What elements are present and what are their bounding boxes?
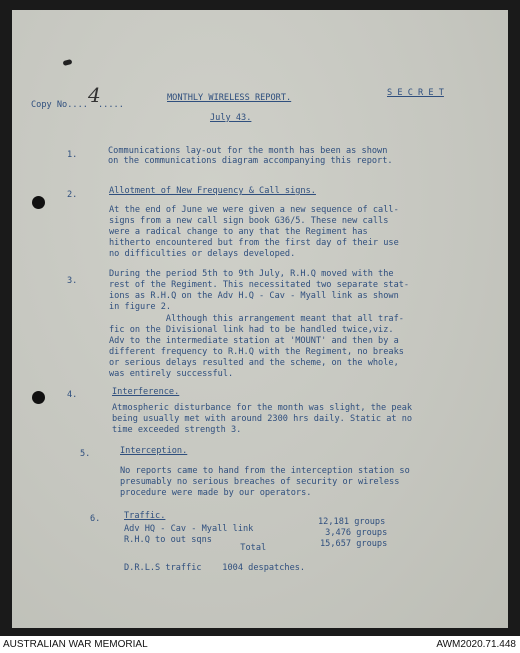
section-3-line-3: ions as R.H.Q on the Adv H.Q - Cav - Myall link as shown — [109, 291, 399, 301]
section-2-line-4: hitherto encountered but from the first day of their use — [109, 238, 399, 248]
section-6-number: 6. — [90, 514, 101, 524]
section-5-number: 5. — [80, 449, 91, 459]
section-5-line-2: presumably no serious breaches of security or wireless — [120, 477, 400, 487]
section-4-line-2: being usually met with around 2300 hrs daily. Static at no — [112, 414, 413, 424]
drls-traffic-line: D.R.L.S traffic 1004 despatches. — [124, 563, 306, 573]
copy-number-dots: ..... — [98, 100, 124, 110]
section-4-number: 4. — [67, 390, 78, 400]
section-3-line-10: was entirely successful. — [109, 369, 234, 379]
section-2-heading: Allotment of New Frequency & Call signs. — [109, 186, 316, 196]
traffic-row-label: R.H.Q to out sqns — [124, 535, 212, 545]
document-page — [12, 10, 508, 628]
section-2-line-3: were a radical change to any that the Regiment has — [109, 227, 368, 237]
section-5-heading: Interception. — [120, 446, 188, 456]
traffic-row-label: Adv HQ - Cav - Myall link — [124, 524, 254, 534]
traffic-total-value: 15,657 groups — [320, 539, 388, 549]
report-month: July 43. — [210, 113, 252, 123]
section-4-line-1: Atmospheric disturbance for the month was slight, the peak — [112, 403, 413, 413]
archive-footer — [0, 636, 520, 653]
section-1-line-2: on the communications diagram accompanying this report. — [108, 156, 393, 166]
section-2-line-5: no difficulties or delays developed. — [109, 249, 296, 259]
punch-hole-bottom — [32, 391, 45, 404]
section-2-number: 2. — [67, 190, 78, 200]
classification-stamp: S E C R E T — [387, 88, 444, 98]
section-6-heading: Traffic. — [124, 511, 166, 521]
copy-number-handwritten: 4 — [88, 83, 101, 107]
section-3-line-9: or serious delays resulted and the scheme, on the whole, — [109, 358, 399, 368]
section-5-line-1: No reports came to hand from the interception station so — [120, 466, 410, 476]
report-title: MONTHLY WIRELESS REPORT. — [167, 93, 292, 103]
section-3-line-1: During the period 5th to 9th July, R.H.Q moved with the — [109, 269, 394, 279]
traffic-row-value: 3,476 groups — [320, 528, 388, 538]
section-5-line-3: procedure were made by our operators. — [120, 488, 312, 498]
footer-accession-number: AWM2020.71.448 — [436, 639, 516, 650]
ink-mark — [63, 59, 73, 66]
section-1-line-1: Communications lay-out for the month has been as shown — [108, 146, 388, 156]
traffic-total-label: Total — [142, 543, 267, 553]
section-1-number: 1. — [67, 150, 78, 160]
punch-hole-top — [32, 196, 45, 209]
section-3-line-5: Although this arrangement meant that all traf- — [109, 314, 404, 324]
section-3-number: 3. — [67, 276, 78, 286]
section-4-line-3: time exceeded strength 3. — [112, 425, 242, 435]
section-4-heading: Interference. — [112, 387, 180, 397]
section-2-line-2: signs from a new call sign book G36/5. These new calls — [109, 216, 389, 226]
section-3-line-6: fic on the Divisional link had to be handled twice,viz. — [109, 325, 394, 335]
copy-number-label: Copy No.... — [31, 100, 88, 110]
section-3-line-2: rest of the Regiment. This necessitated two separate stat- — [109, 280, 410, 290]
section-3-line-7: Adv to the intermediate station at 'MOUNT' and then by a — [109, 336, 399, 346]
traffic-row-value: 12,181 groups — [318, 517, 386, 527]
section-2-line-1: At the end of June we were given a new sequence of call- — [109, 205, 399, 215]
footer-institution: AUSTRALIAN WAR MEMORIAL — [3, 639, 148, 650]
section-3-line-4: in figure 2. — [109, 302, 172, 312]
section-3-line-8: different frequency to R.H.Q with the Regiment, no breaks — [109, 347, 404, 357]
